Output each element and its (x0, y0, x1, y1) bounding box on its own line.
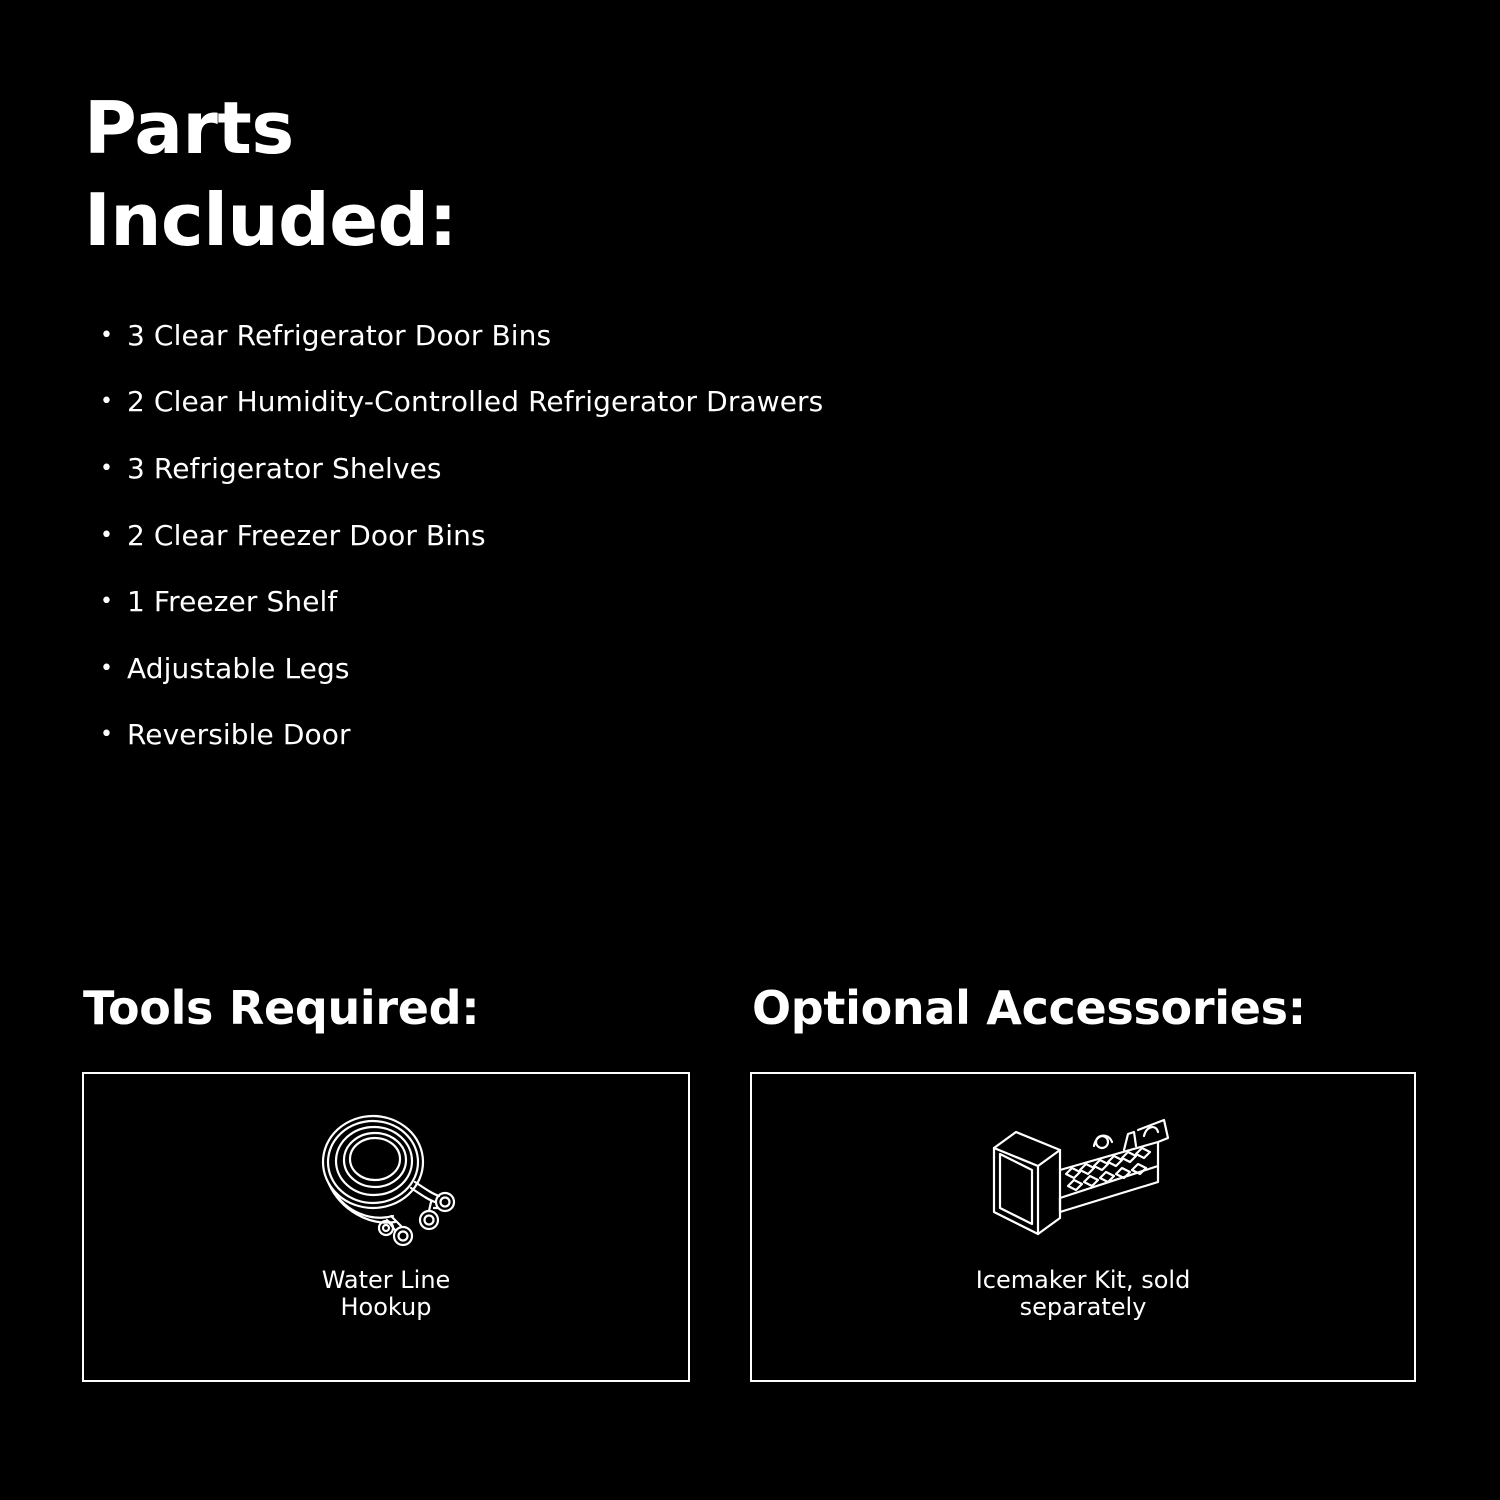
icemaker-kit-label (752, 1267, 1414, 1321)
bullet-icon: • (100, 455, 114, 481)
list-item-label: 1 Freezer Shelf (127, 585, 338, 619)
optional-accessories-card (750, 1072, 1416, 1382)
bullet-icon: • (100, 522, 114, 548)
page-title (84, 82, 457, 266)
list-item-label: 3 Refrigerator Shelves (127, 451, 442, 485)
list-item-label: 3 Clear Refrigerator Door Bins (127, 318, 552, 352)
title-line-2: Included: (84, 178, 457, 262)
title-line-1: Parts (84, 86, 294, 170)
tool-label-line-2: Hookup (340, 1293, 432, 1321)
bullet-icon: • (100, 322, 114, 348)
accessory-label-line-1: Icemaker Kit, sold (975, 1266, 1191, 1294)
tools-required-card (82, 1072, 690, 1382)
icemaker-kit-icon (988, 1112, 1178, 1252)
list-item (100, 635, 823, 702)
list-item (100, 302, 823, 369)
bullet-icon: • (100, 389, 114, 415)
list-item (100, 502, 823, 569)
tool-label-line-1: Water Line (321, 1266, 451, 1294)
water-line-hookup-label (84, 1267, 688, 1321)
optional-accessories-heading: Optional Accessories: (752, 981, 1306, 1035)
accessory-label-line-2: separately (1019, 1293, 1147, 1321)
list-item-label: Reversible Door (127, 718, 351, 752)
water-line-hose-icon (311, 1112, 461, 1252)
list-item-label: Adjustable Legs (127, 651, 350, 685)
list-item (100, 702, 823, 769)
bullet-icon: • (100, 589, 114, 615)
list-item (100, 369, 823, 436)
parts-list (100, 302, 823, 768)
bullet-icon: • (100, 655, 114, 681)
list-item (100, 435, 823, 502)
list-item-label: 2 Clear Freezer Door Bins (127, 518, 486, 552)
list-item-label: 2 Clear Humidity-Controlled Refrigerator Drawers (127, 385, 824, 419)
bullet-icon: • (100, 722, 114, 748)
tools-required-heading: Tools Required: (83, 981, 480, 1035)
list-item (100, 568, 823, 635)
